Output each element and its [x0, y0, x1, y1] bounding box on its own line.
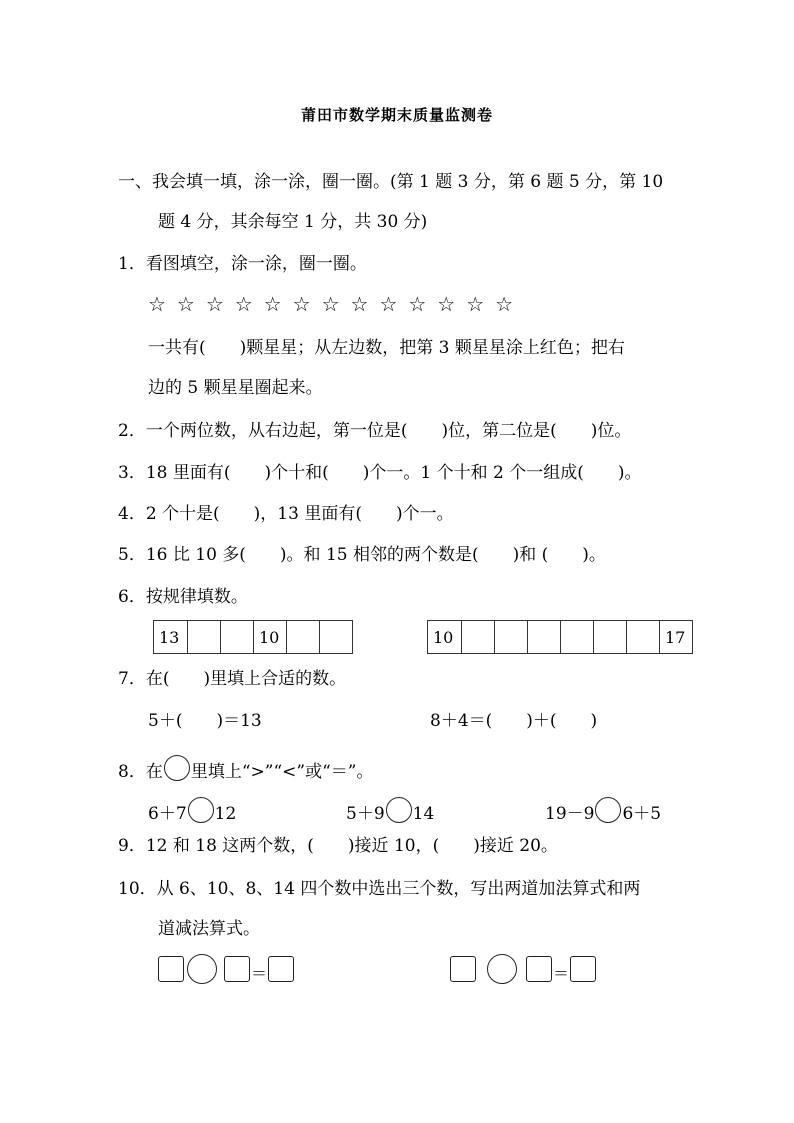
- comparison-left: 19－9: [545, 804, 595, 824]
- q5-text: 5．16 比 10 多( )。和 15 相邻的两个数是( )和 ( )。: [118, 545, 606, 565]
- equation-template-2: [450, 954, 596, 984]
- q1-line2: 边的 5 颗星星圈起来。: [148, 378, 323, 398]
- star-row[interactable]: ☆☆☆☆☆☆☆☆☆☆☆☆☆: [148, 292, 525, 316]
- q8-prompt-post: 里填上“>”“<”或“＝”。: [190, 762, 374, 782]
- sequence-cell[interactable]: 13: [159, 627, 180, 647]
- answer-box[interactable]: [158, 956, 184, 982]
- sequence-cell[interactable]: 10: [253, 621, 286, 653]
- operator-circle[interactable]: [487, 954, 517, 984]
- q9-text: 9．12 和 18 这两个数，( )接近 10，( )接近 20。: [118, 836, 558, 856]
- comparison-right: 14: [412, 804, 435, 824]
- q7-equation-2: 8＋4＝( )＋( ): [430, 711, 598, 731]
- sequence-row-1: [153, 620, 353, 654]
- q4-text: 4．2 个十是( )，13 里面有( )个一。: [118, 504, 454, 524]
- answer-box[interactable]: [526, 956, 552, 982]
- compare-circle[interactable]: [386, 797, 412, 823]
- section1-heading-line1: 一、我会填一填，涂一涂，圈一圈。(第 1 题 3 分，第 6 题 5 分，第 10: [118, 172, 664, 192]
- q1-line1: 一共有( )颗星星；从左边数，把第 3 颗星星涂上红色；把右: [148, 338, 625, 358]
- q10-line1: 10．从 6、10、8、14 四个数中选出三个数，写出两道加法算式和两: [118, 879, 641, 899]
- q8-comparison-1: [148, 797, 236, 826]
- answer-box[interactable]: [224, 956, 250, 982]
- q6-prompt: 6．按规律填数。: [118, 587, 248, 607]
- q2-text: 2．一个两位数，从右边起，第一位是( )位，第二位是( )位。: [118, 421, 632, 441]
- sequence-cell[interactable]: [494, 621, 527, 653]
- q7-prompt: 7．在( )里填上合适的数。: [118, 669, 347, 689]
- q8-comparison-2: [346, 797, 434, 826]
- circle-icon: [164, 755, 190, 781]
- sequence-cell[interactable]: [187, 621, 220, 653]
- sequence-cell[interactable]: [560, 621, 593, 653]
- sequence-cell[interactable]: [319, 621, 352, 653]
- sequence-cell[interactable]: [461, 621, 494, 653]
- sequence-cell[interactable]: [220, 621, 253, 653]
- page-title: 莆田市数学期末质量监测卷: [300, 106, 493, 124]
- operator-circle[interactable]: [187, 954, 217, 984]
- q8-prompt: [118, 755, 373, 784]
- sequence-cell[interactable]: [527, 621, 560, 653]
- answer-box[interactable]: [450, 956, 476, 982]
- comparison-left: 6＋7: [148, 804, 187, 824]
- sequence-cell[interactable]: [593, 621, 626, 653]
- compare-circle[interactable]: [188, 797, 214, 823]
- q3-text: 3．18 里面有( )个十和( )个一。1 个十和 2 个一组成( )。: [118, 463, 642, 483]
- q7-equation-1: 5＋( )＝13: [148, 711, 262, 731]
- section1-heading-line2: 题 4 分，其余每空 1 分，共 30 分): [158, 212, 428, 232]
- equals-sign: ＝: [553, 963, 570, 983]
- equals-sign: ＝: [251, 963, 268, 983]
- comparison-right: 6＋5: [622, 804, 662, 824]
- q8-comparison-3: [545, 797, 661, 826]
- q8-prompt-pre: 8．在: [118, 762, 163, 782]
- sequence-cell[interactable]: [286, 621, 319, 653]
- compare-circle[interactable]: [595, 797, 621, 823]
- comparison-left: 5＋9: [346, 804, 385, 824]
- q10-line2: 道减法算式。: [158, 919, 260, 939]
- comparison-right: 12: [214, 804, 237, 824]
- answer-box[interactable]: [570, 956, 596, 982]
- equation-template-1: [158, 954, 294, 984]
- sequence-cell[interactable]: 17: [659, 621, 692, 653]
- q1-prompt: 1．看图填空，涂一涂，圈一圈。: [118, 254, 367, 274]
- sequence-cell[interactable]: 10: [433, 627, 454, 647]
- sequence-cell[interactable]: [626, 621, 659, 653]
- answer-box[interactable]: [268, 956, 294, 982]
- sequence-row-2: [427, 620, 693, 654]
